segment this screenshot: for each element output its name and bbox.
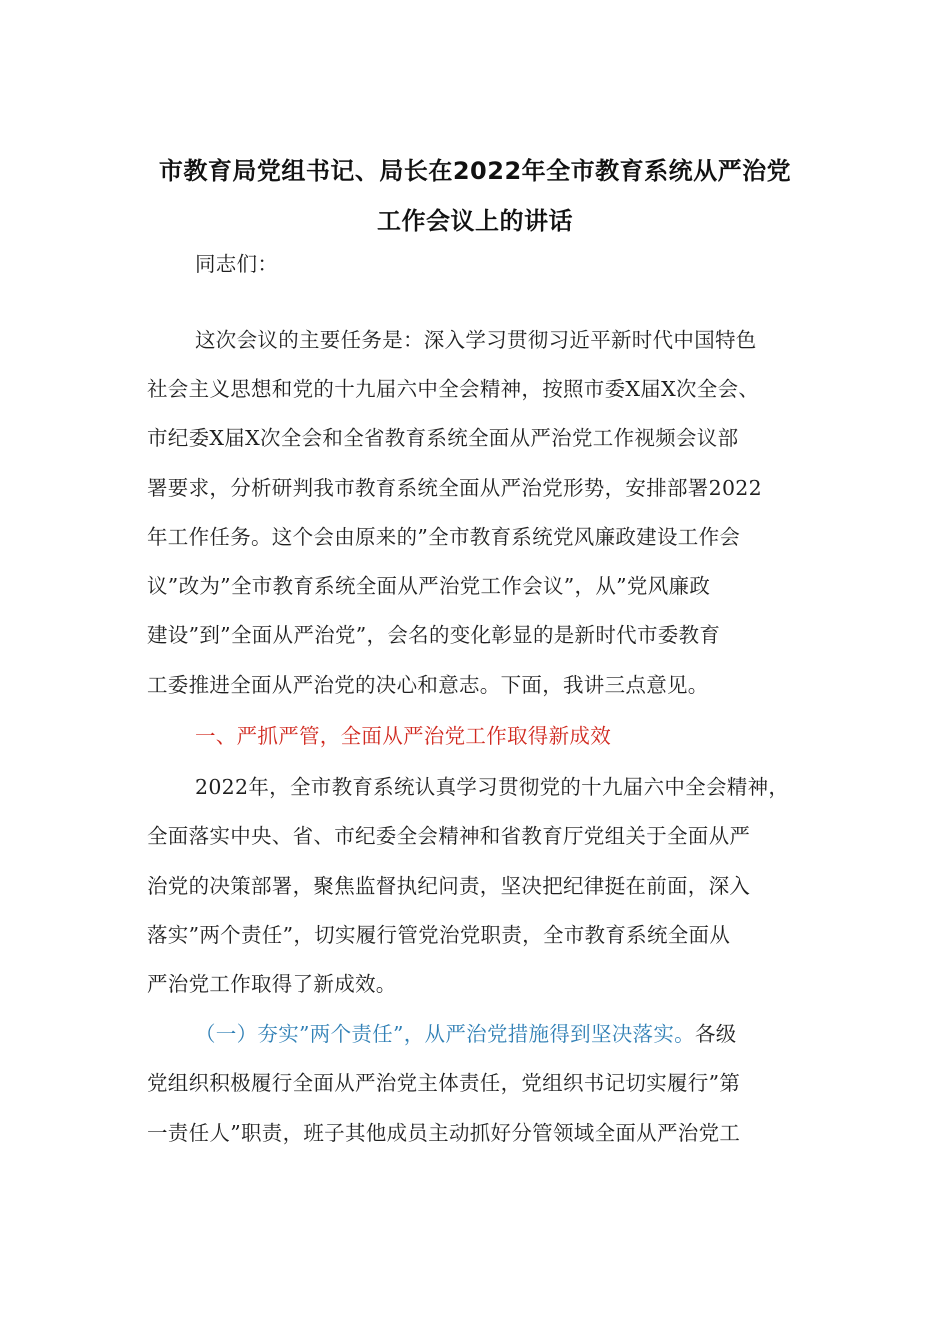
paragraph-1-line-4: 署要求，分析研判我市教育系统全面从严治党形势，安排部署2022 xyxy=(147,476,762,500)
paragraph-1-line-5: 年工作任务。这个会由原来的”全市教育系统党风廉政建设工作会 xyxy=(147,525,741,549)
paragraph-1-line-8: 工委推进全面从严治党的决心和意志。下面，我讲三点意见。 xyxy=(147,673,709,697)
paragraph-2-line-3: 治党的决策部署，聚焦监督执纪问责，坚决把纪律挺在前面，深入 xyxy=(147,874,751,898)
paragraph-1-line-2: 社会主义思想和党的十九届六中全会精神，按照市委X届X次全会、 xyxy=(147,377,760,401)
paragraph-2-line-1: 2022年，全市教育系统认真学习贯彻党的十九届六中全会精神， xyxy=(195,775,790,799)
paragraph-2-line-2: 全面落实中央、省、市纪委全会精神和省教育厅党组关于全面从严 xyxy=(147,824,751,848)
greeting: 同志们： xyxy=(195,252,279,276)
paragraph-1-line-6: 议”改为”全市教育系统全面从严治党工作会议”，从”党风廉政 xyxy=(147,574,711,598)
paragraph-1-line-3: 市纪委X届X次全会和全省教育系统全面从严治党工作视频会议部 xyxy=(147,426,739,450)
paragraph-1-line-7: 建设”到”全面从严治党”，会名的变化彰显的是新时代市委教育 xyxy=(147,623,721,647)
document-title-line-2: 工作会议上的讲话 xyxy=(377,207,573,235)
subheading-1: （一）夯实”两个责任”，从严治党措施得到坚决落实。 xyxy=(195,1022,695,1046)
paragraph-3-line-1: 党组织积极履行全面从严治党主体责任，党组织书记切实履行”第 xyxy=(147,1071,741,1095)
paragraph-1-line-1: 这次会议的主要任务是：深入学习贯彻习近平新时代中国特色 xyxy=(195,328,757,352)
document-title-line-1: 市教育局党组书记、局长在2022年全市教育系统从严治党 xyxy=(158,157,792,185)
paragraph-3-line-2: 一责任人”职责，班子其他成员主动抓好分管领域全面从严治党工 xyxy=(147,1121,741,1145)
paragraph-2-line-5: 严治党工作取得了新成效。 xyxy=(147,972,397,996)
subheading-paragraph-line xyxy=(195,1014,827,1054)
subheading-1-tail: 各级 xyxy=(694,1022,737,1046)
section-heading-1: 一、严抓严管，全面从严治党工作取得新成效 xyxy=(195,724,611,748)
paragraph-2-line-4: 落实”两个责任”，切实履行管党治党职责，全市教育系统全面从 xyxy=(147,923,731,947)
